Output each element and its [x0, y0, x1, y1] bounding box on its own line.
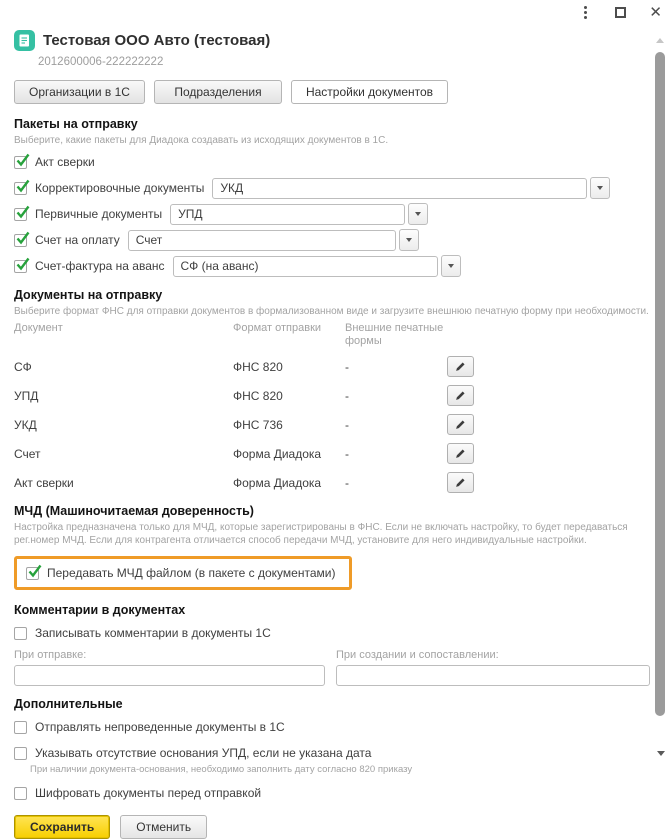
package-label: Счет-фактура на аванс: [35, 259, 165, 273]
package-checkbox[interactable]: [14, 234, 27, 247]
package-row: [14, 253, 654, 279]
package-checkbox[interactable]: [14, 156, 27, 169]
window-controls: [579, 4, 662, 21]
section-heading: Комментарии в документах: [14, 603, 186, 617]
document-name: Счет: [14, 446, 41, 461]
package-format-combo: [170, 203, 428, 225]
scrollbar-thumb[interactable]: [655, 52, 665, 716]
app-header: [14, 30, 654, 51]
chevron-down-icon: [415, 212, 421, 216]
col-external-forms: Внешние печатные формы: [345, 322, 444, 347]
package-row: [14, 227, 654, 253]
combo-dropdown-button[interactable]: [590, 177, 610, 199]
titlebar: [0, 0, 668, 26]
option-label: Указывать отсутствие основания УПД, если не указана дата: [35, 746, 372, 760]
check-icon: [15, 179, 31, 195]
pencil-icon: [454, 447, 467, 460]
option-label: Отправлять непроведенные документы в 1С: [35, 720, 285, 734]
inn-kpp: 2012600006-222222222: [38, 56, 164, 68]
scroll-down-icon[interactable]: [657, 751, 665, 756]
section-packages: [14, 117, 654, 279]
write-comments-checkbox[interactable]: [14, 627, 27, 640]
additional-option: [14, 740, 654, 776]
section-heading: Пакеты на отправку: [14, 117, 138, 131]
document-table-row: [14, 381, 654, 410]
document-external-forms: -: [345, 359, 349, 374]
edit-form-button[interactable]: [447, 356, 474, 377]
document-external-forms: -: [345, 475, 349, 490]
pencil-icon: [454, 360, 467, 373]
comment-on-send-field: [14, 649, 325, 686]
pencil-icon: [454, 389, 467, 402]
chevron-down-icon: [597, 186, 603, 190]
footer-actions: [14, 815, 654, 839]
package-label: Акт сверки: [35, 155, 95, 169]
tab-label: Организации в 1С: [29, 85, 130, 99]
check-icon: [27, 564, 43, 580]
tab-button[interactable]: [291, 80, 448, 104]
combo-value-input[interactable]: Счет: [128, 230, 396, 251]
tab-label: Настройки документов: [305, 85, 434, 99]
close-icon[interactable]: ✕: [649, 4, 662, 21]
package-checkbox[interactable]: [14, 208, 27, 221]
package-checkbox[interactable]: [14, 182, 27, 195]
field-label: При создании и сопоставлении:: [336, 649, 499, 661]
document-name: УПД: [14, 388, 39, 403]
document-format: ФНС 736: [233, 417, 283, 432]
section-additional: [14, 697, 654, 806]
package-format-combo: [128, 229, 419, 251]
section-mchd: [14, 504, 654, 590]
option-checkbox[interactable]: [14, 721, 27, 734]
package-row: [14, 175, 654, 201]
section-description: Настройка предназначена только для МЧД, которые зарегистрированы в ФНС. Если не включать настройку, то будет передаваться рег.номер МЧД. Если для контрагента отличается способ передачи МЧД, установите для него индивидуальные настройки.: [14, 522, 628, 546]
document-name: УКД: [14, 417, 37, 432]
combo-value-input[interactable]: УПД: [170, 204, 405, 225]
comment-on-send-input[interactable]: [14, 665, 325, 686]
table-header: [14, 322, 654, 348]
combo-dropdown-button[interactable]: [408, 203, 428, 225]
pencil-icon: [454, 418, 467, 431]
edit-form-button[interactable]: [447, 472, 474, 493]
document-name: СФ: [14, 359, 32, 374]
edit-form-button[interactable]: [447, 414, 474, 435]
mchd-highlight-box: [14, 556, 352, 590]
tabs-bar: [14, 80, 654, 104]
package-format-combo: [212, 177, 610, 199]
document-table-row: [14, 410, 654, 439]
package-label: Первичные документы: [35, 207, 163, 221]
section-heading: Документы на отправку: [14, 288, 163, 302]
tab-label: Подразделения: [174, 85, 262, 99]
document-table-row: [14, 468, 654, 497]
mchd-file-label: Передавать МЧД файлом (в пакете с документами): [47, 566, 336, 580]
option-checkbox[interactable]: [14, 787, 27, 800]
check-icon: [15, 257, 31, 273]
write-comments-label: Записывать комментарии в документы 1С: [35, 626, 271, 640]
document-external-forms: -: [345, 388, 349, 403]
combo-dropdown-button[interactable]: [441, 255, 461, 277]
section-heading: Дополнительные: [14, 697, 123, 711]
document-format: ФНС 820: [233, 359, 283, 374]
section-description: Выберите, какие пакеты для Диадока создавать из исходящих документов в 1С.: [14, 135, 389, 146]
check-icon: [15, 231, 31, 247]
kebab-menu-icon[interactable]: [579, 4, 592, 21]
col-document: Документ: [14, 322, 63, 334]
chevron-down-icon: [448, 264, 454, 268]
document-table-row: [14, 352, 654, 381]
combo-value-input[interactable]: УКД: [212, 178, 587, 199]
document-format: ФНС 820: [233, 388, 283, 403]
comment-on-create-field: [336, 649, 650, 686]
tab-button[interactable]: [154, 80, 282, 104]
package-checkbox[interactable]: [14, 260, 27, 273]
diadoc-logo-icon: [14, 30, 35, 51]
option-checkbox[interactable]: [14, 747, 27, 760]
tab-button[interactable]: [14, 80, 145, 104]
package-row: [14, 201, 654, 227]
package-format-combo: [173, 255, 461, 277]
mchd-file-checkbox[interactable]: [26, 567, 39, 580]
document-format: Форма Диадока: [233, 446, 322, 461]
pencil-icon: [454, 476, 467, 489]
scrollbar[interactable]: [654, 34, 667, 760]
package-row: [14, 149, 654, 175]
additional-option: [14, 714, 654, 740]
save-button[interactable]: Сохранить: [14, 815, 110, 839]
document-table-row: [14, 439, 654, 468]
edit-form-button[interactable]: [447, 385, 474, 406]
cancel-button[interactable]: Отменить: [120, 815, 207, 839]
chevron-down-icon: [406, 238, 412, 242]
check-icon: [15, 205, 31, 221]
document-external-forms: -: [345, 417, 349, 432]
maximize-icon[interactable]: [615, 7, 626, 18]
package-label: Корректировочные документы: [35, 181, 205, 195]
option-note: При наличии документа-основания, необходимо заполнить дату согласно 820 приказу: [30, 764, 413, 775]
document-format: Форма Диадока: [233, 475, 322, 490]
document-external-forms: -: [345, 446, 349, 461]
combo-value-input[interactable]: СФ (на аванс): [173, 256, 438, 277]
comment-on-create-input[interactable]: [336, 665, 650, 686]
section-heading: МЧД (Машиночитаемая доверенность): [14, 504, 254, 518]
combo-dropdown-button[interactable]: [399, 229, 419, 251]
package-label: Счет на оплату: [35, 233, 120, 247]
document-name: Акт сверки: [14, 475, 74, 490]
section-documents: [14, 288, 654, 497]
col-format: Формат отправки: [233, 322, 322, 334]
field-label: При отправке:: [14, 649, 87, 661]
scroll-up-icon[interactable]: [656, 38, 664, 43]
section-description: Выберите формат ФНС для отправки документов в формализованном виде и загрузите внешнюю печатную форму при необходимости.: [14, 306, 649, 317]
option-label: Шифровать документы перед отправкой: [35, 786, 262, 800]
page-title: Тестовая ООО Авто (тестовая): [43, 32, 271, 49]
edit-form-button[interactable]: [447, 443, 474, 464]
section-comments: [14, 603, 654, 686]
check-icon: [15, 153, 31, 169]
additional-option: [14, 780, 654, 806]
